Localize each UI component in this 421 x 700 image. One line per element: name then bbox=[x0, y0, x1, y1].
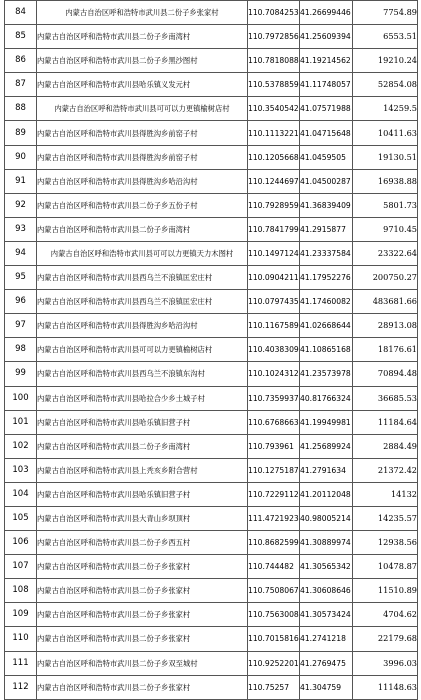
longitude: 110.7229112 bbox=[248, 482, 300, 506]
row-number: 96 bbox=[5, 290, 37, 314]
row-number: 90 bbox=[5, 145, 37, 169]
table-row bbox=[5, 603, 418, 627]
latitude: 41.30573424 bbox=[300, 603, 353, 627]
row-number: 103 bbox=[5, 458, 37, 482]
table-row bbox=[5, 386, 418, 410]
table-row bbox=[5, 362, 418, 386]
latitude: 41.30889974 bbox=[300, 531, 353, 555]
row-number: 85 bbox=[5, 25, 37, 49]
table-row bbox=[5, 121, 418, 145]
table-row bbox=[5, 651, 418, 675]
row-number: 86 bbox=[5, 49, 37, 73]
table-row bbox=[5, 482, 418, 506]
village-name: 内蒙古自治区呼和浩特市武川县上秃亥乡附合营村 bbox=[37, 458, 248, 482]
table-row bbox=[5, 458, 418, 482]
latitude: 41.36839409 bbox=[300, 193, 353, 217]
village-name: 内蒙古自治区呼和浩特市武川县得胜沟乡哈沿沟村 bbox=[37, 169, 248, 193]
latitude: 41.17460082 bbox=[300, 290, 353, 314]
row-number: 108 bbox=[5, 579, 37, 603]
area-value: 23322.64 bbox=[353, 241, 418, 265]
latitude: 41.20112048 bbox=[300, 482, 353, 506]
longitude: 110.5378859 bbox=[248, 73, 300, 97]
area-value: 10478.87 bbox=[353, 555, 418, 579]
area-value: 6553.51 bbox=[353, 25, 418, 49]
latitude: 41.23337584 bbox=[300, 241, 353, 265]
area-value: 19210.24 bbox=[353, 49, 418, 73]
area-value: 36685.53 bbox=[353, 386, 418, 410]
longitude: 110.7841799 bbox=[248, 217, 300, 241]
area-value: 5801.73 bbox=[353, 193, 418, 217]
row-number: 88 bbox=[5, 97, 37, 121]
village-name: 内蒙古自治区呼和浩特市武川县西乌兰不浪镇东沟村 bbox=[37, 362, 248, 386]
latitude: 41.23573978 bbox=[300, 362, 353, 386]
village-name: 内蒙古自治区呼和浩特市武川县哈乐镇旧营子村 bbox=[37, 410, 248, 434]
latitude: 41.25689924 bbox=[300, 434, 353, 458]
table-body bbox=[5, 1, 418, 700]
table-row bbox=[5, 410, 418, 434]
table-row bbox=[5, 145, 418, 169]
table-row bbox=[5, 266, 418, 290]
longitude: 110.7928959 bbox=[248, 193, 300, 217]
row-number: 110 bbox=[5, 627, 37, 651]
area-value: 11184.64 bbox=[353, 410, 418, 434]
area-value: 21372.42 bbox=[353, 458, 418, 482]
village-name: 内蒙古自治区呼和浩特市武川县得胜沟乡前窑子村 bbox=[37, 121, 248, 145]
latitude: 41.2769475 bbox=[300, 651, 353, 675]
area-value: 11148.63 bbox=[353, 675, 418, 699]
area-value: 22179.68 bbox=[353, 627, 418, 651]
area-value: 28913.08 bbox=[353, 314, 418, 338]
row-number: 89 bbox=[5, 121, 37, 145]
area-value: 14132 bbox=[353, 482, 418, 506]
longitude: 110.7015816 bbox=[248, 627, 300, 651]
longitude: 110.7563008 bbox=[248, 603, 300, 627]
row-number: 93 bbox=[5, 217, 37, 241]
table-row bbox=[5, 217, 418, 241]
latitude: 41.30565342 bbox=[300, 555, 353, 579]
village-name: 内蒙古自治区呼和浩特市武川县可可以力更镇榆树店村 bbox=[37, 97, 248, 121]
longitude: 110.793961 bbox=[248, 434, 300, 458]
longitude: 110.7084253 bbox=[248, 1, 300, 25]
table-row bbox=[5, 97, 418, 121]
latitude: 41.04715648 bbox=[300, 121, 353, 145]
longitude: 110.0904211 bbox=[248, 266, 300, 290]
latitude: 41.26699446 bbox=[300, 1, 353, 25]
table-row bbox=[5, 73, 418, 97]
latitude: 41.0459505 bbox=[300, 145, 353, 169]
area-value: 9710.45 bbox=[353, 217, 418, 241]
table-row bbox=[5, 49, 418, 73]
latitude: 40.81766324 bbox=[300, 386, 353, 410]
table-row bbox=[5, 241, 418, 265]
longitude: 110.7508067 bbox=[248, 579, 300, 603]
area-value: 483681.66 bbox=[353, 290, 418, 314]
table-row bbox=[5, 169, 418, 193]
row-number: 111 bbox=[5, 651, 37, 675]
row-number: 106 bbox=[5, 531, 37, 555]
row-number: 109 bbox=[5, 603, 37, 627]
table-row bbox=[5, 314, 418, 338]
table-row bbox=[5, 193, 418, 217]
longitude: 110.3540542 bbox=[248, 97, 300, 121]
latitude: 41.25609394 bbox=[300, 25, 353, 49]
village-name: 内蒙古自治区呼和浩特市武川县二份子乡五份子村 bbox=[37, 193, 248, 217]
village-name: 内蒙古自治区呼和浩特市武川县哈乐镇义发元村 bbox=[37, 73, 248, 97]
area-value: 70894.48 bbox=[353, 362, 418, 386]
longitude: 110.7359937 bbox=[248, 386, 300, 410]
table-row bbox=[5, 506, 418, 530]
longitude: 110.9252201 bbox=[248, 651, 300, 675]
row-number: 104 bbox=[5, 482, 37, 506]
table-row bbox=[5, 627, 418, 651]
area-value: 7754.89 bbox=[353, 1, 418, 25]
latitude: 41.04500287 bbox=[300, 169, 353, 193]
village-name: 内蒙古自治区呼和浩特市武川县二份子乡双至城村 bbox=[37, 651, 248, 675]
row-number: 91 bbox=[5, 169, 37, 193]
table-row bbox=[5, 579, 418, 603]
latitude: 41.19949981 bbox=[300, 410, 353, 434]
area-value: 2884.49 bbox=[353, 434, 418, 458]
table-row bbox=[5, 434, 418, 458]
latitude: 41.30608646 bbox=[300, 579, 353, 603]
latitude: 41.02668644 bbox=[300, 314, 353, 338]
longitude: 111.4721923 bbox=[248, 506, 300, 530]
village-name: 内蒙古自治区呼和浩特市武川县西乌兰不浪镇匡宏庄村 bbox=[37, 290, 248, 314]
row-number: 87 bbox=[5, 73, 37, 97]
row-number: 105 bbox=[5, 506, 37, 530]
village-name: 内蒙古自治区呼和浩特市武川县二份子乡张家村 bbox=[37, 1, 248, 25]
area-value: 19130.51 bbox=[353, 145, 418, 169]
village-name: 内蒙古自治区呼和浩特市武川县二份子乡张家村 bbox=[37, 627, 248, 651]
latitude: 41.2741218 bbox=[300, 627, 353, 651]
row-number: 102 bbox=[5, 434, 37, 458]
area-value: 14235.57 bbox=[353, 506, 418, 530]
village-name: 内蒙古自治区呼和浩特市武川县二份子乡南湾村 bbox=[37, 25, 248, 49]
longitude: 110.0797435 bbox=[248, 290, 300, 314]
longitude: 110.1113221 bbox=[248, 121, 300, 145]
table-row bbox=[5, 25, 418, 49]
village-name: 内蒙古自治区呼和浩特市武川县二份子乡黑沙图村 bbox=[37, 49, 248, 73]
row-number: 98 bbox=[5, 338, 37, 362]
longitude: 110.744482 bbox=[248, 555, 300, 579]
row-number: 92 bbox=[5, 193, 37, 217]
village-name: 内蒙古自治区呼和浩特市武川县二份子乡张家村 bbox=[37, 603, 248, 627]
row-number: 95 bbox=[5, 266, 37, 290]
latitude: 40.98005214 bbox=[300, 506, 353, 530]
village-name: 内蒙古自治区呼和浩特市武川县大青山乡坝顶村 bbox=[37, 506, 248, 530]
row-number: 99 bbox=[5, 362, 37, 386]
longitude: 110.1497124 bbox=[248, 241, 300, 265]
village-name: 内蒙古自治区呼和浩特市武川县二份子乡南湾村 bbox=[37, 217, 248, 241]
table-row bbox=[5, 555, 418, 579]
latitude: 41.19214562 bbox=[300, 49, 353, 73]
table-row bbox=[5, 338, 418, 362]
row-number: 84 bbox=[5, 1, 37, 25]
area-value: 11510.89 bbox=[353, 579, 418, 603]
row-number: 107 bbox=[5, 555, 37, 579]
area-value: 12938.56 bbox=[353, 531, 418, 555]
area-value: 200750.27 bbox=[353, 266, 418, 290]
latitude: 41.10865168 bbox=[300, 338, 353, 362]
latitude: 41.11748057 bbox=[300, 73, 353, 97]
longitude: 110.8682599 bbox=[248, 531, 300, 555]
table-row bbox=[5, 1, 418, 25]
village-name: 内蒙古自治区呼和浩特市武川县西乌兰不浪镇匡宏庄村 bbox=[37, 266, 248, 290]
table-row bbox=[5, 531, 418, 555]
latitude: 41.17952276 bbox=[300, 266, 353, 290]
village-coordinates-table bbox=[4, 0, 418, 700]
row-number: 101 bbox=[5, 410, 37, 434]
village-name: 内蒙古自治区呼和浩特市武川县二份子乡西五村 bbox=[37, 531, 248, 555]
longitude: 110.7818088 bbox=[248, 49, 300, 73]
area-value: 18176.61 bbox=[353, 338, 418, 362]
village-name: 内蒙古自治区呼和浩特市武川县哈乐镇旧营子村 bbox=[37, 482, 248, 506]
longitude: 110.7972856 bbox=[248, 25, 300, 49]
table-row bbox=[5, 675, 418, 699]
village-name: 内蒙古自治区呼和浩特市武川县二份子乡张家村 bbox=[37, 579, 248, 603]
village-name: 内蒙古自治区呼和浩特市武川县二份子乡张家村 bbox=[37, 555, 248, 579]
longitude: 110.1205668 bbox=[248, 145, 300, 169]
latitude: 41.07571988 bbox=[300, 97, 353, 121]
table-row bbox=[5, 290, 418, 314]
area-value: 10411.63 bbox=[353, 121, 418, 145]
village-name: 内蒙古自治区呼和浩特市武川县可可以力更镇天力木图村 bbox=[37, 241, 248, 265]
row-number: 94 bbox=[5, 241, 37, 265]
village-name: 内蒙古自治区呼和浩特市武川县得胜沟乡哈沿沟村 bbox=[37, 314, 248, 338]
village-name: 内蒙古自治区呼和浩特市武川县得胜沟乡前窑子村 bbox=[37, 145, 248, 169]
longitude: 110.6768663 bbox=[248, 410, 300, 434]
area-value: 4704.62 bbox=[353, 603, 418, 627]
longitude: 110.75257 bbox=[248, 675, 300, 699]
area-value: 52854.08 bbox=[353, 73, 418, 97]
row-number: 100 bbox=[5, 386, 37, 410]
latitude: 41.2915877 bbox=[300, 217, 353, 241]
village-name: 内蒙古自治区呼和浩特市武川县可可以力更镇榆树店村 bbox=[37, 338, 248, 362]
area-value: 3996.03 bbox=[353, 651, 418, 675]
latitude: 41.2791634 bbox=[300, 458, 353, 482]
latitude: 41.304759 bbox=[300, 675, 353, 699]
village-name: 内蒙古自治区呼和浩特市武川县二份子乡张家村 bbox=[37, 675, 248, 699]
longitude: 110.1167589 bbox=[248, 314, 300, 338]
area-value: 14259.5 bbox=[353, 97, 418, 121]
longitude: 110.1024312 bbox=[248, 362, 300, 386]
village-name: 内蒙古自治区呼和浩特市武川县二份子乡南湾村 bbox=[37, 434, 248, 458]
row-number: 112 bbox=[5, 675, 37, 699]
longitude: 110.4038309 bbox=[248, 338, 300, 362]
area-value: 16938.88 bbox=[353, 169, 418, 193]
row-number: 97 bbox=[5, 314, 37, 338]
longitude: 110.1244697 bbox=[248, 169, 300, 193]
village-name: 内蒙古自治区呼和浩特市武川县哈拉合少乡土城子村 bbox=[37, 386, 248, 410]
longitude: 110.1275187 bbox=[248, 458, 300, 482]
